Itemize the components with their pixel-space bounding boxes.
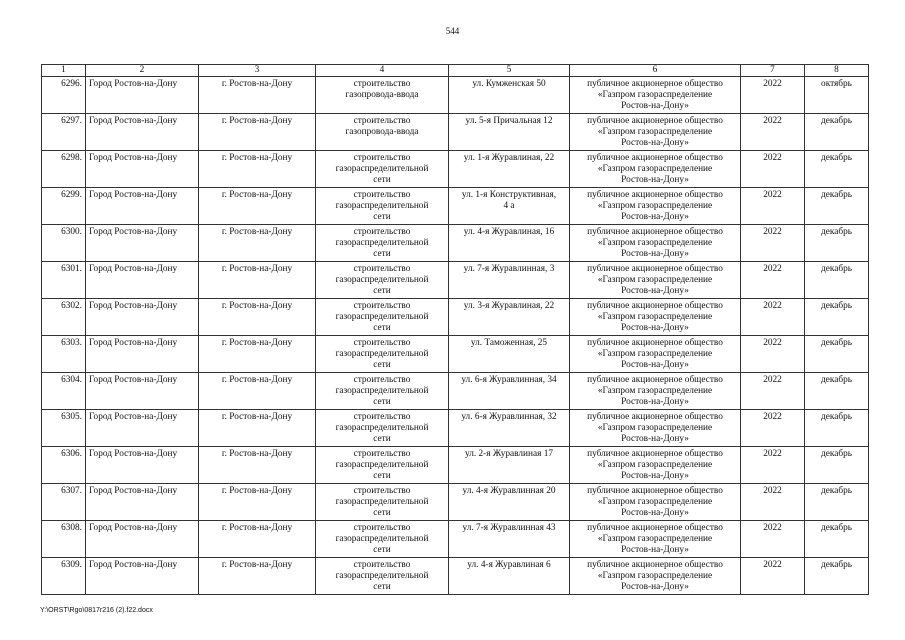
row-number-cell: 6302. <box>42 299 86 336</box>
month-cell: декабрь <box>805 410 869 447</box>
month-cell: декабрь <box>805 336 869 373</box>
year-cell: 2022 <box>741 410 805 447</box>
work-type-cell: строительство газораспределительной сети <box>316 373 449 410</box>
year-cell: 2022 <box>741 225 805 262</box>
address-cell: ул. 4-я Журавлиная 6 <box>449 558 570 595</box>
region-cell: Город Ростов-на-Дону <box>86 410 199 447</box>
column-header: 5 <box>449 65 570 77</box>
table-row <box>42 410 869 447</box>
year-cell: 2022 <box>741 373 805 410</box>
footer-file-path: Y:\ORST\Rgo\0817r216 (2).f22.docx <box>40 607 153 614</box>
column-header: 6 <box>570 65 741 77</box>
row-number-cell: 6300. <box>42 225 86 262</box>
work-type-cell: строительство газораспределительной сети <box>316 484 449 521</box>
address-cell: ул. 7-я Журавлинная, 3 <box>449 262 570 299</box>
address-cell: ул. 6-я Журавлинная, 32 <box>449 410 570 447</box>
row-number-cell: 6308. <box>42 521 86 558</box>
year-cell: 2022 <box>741 262 805 299</box>
table-row <box>42 558 869 595</box>
region-cell: Город Ростов-на-Дону <box>86 188 199 225</box>
city-cell: г. Ростов-на-Дону <box>199 521 316 558</box>
row-number-cell: 6306. <box>42 447 86 484</box>
region-cell: Город Ростов-на-Дону <box>86 151 199 188</box>
city-cell: г. Ростов-на-Дону <box>199 484 316 521</box>
work-type-cell: строительство газораспределительной сети <box>316 299 449 336</box>
city-cell: г. Ростов-на-Дону <box>199 77 316 114</box>
month-cell: декабрь <box>805 521 869 558</box>
address-cell: ул. 1-я Конструктивная, 4 а <box>449 188 570 225</box>
organization-cell: публичное акционерное общество «Газпром газораспределение Ростов-на-Дону» <box>570 114 741 151</box>
city-cell: г. Ростов-на-Дону <box>199 151 316 188</box>
table-row <box>42 484 869 521</box>
organization-cell: публичное акционерное общество «Газпром газораспределение Ростов-на-Дону» <box>570 262 741 299</box>
table-row <box>42 262 869 299</box>
month-cell: октябрь <box>805 77 869 114</box>
city-cell: г. Ростов-на-Дону <box>199 373 316 410</box>
work-type-cell: строительство газораспределительной сети <box>316 558 449 595</box>
registry-table <box>41 64 869 595</box>
region-cell: Город Ростов-на-Дону <box>86 77 199 114</box>
table-row <box>42 188 869 225</box>
month-cell: декабрь <box>805 114 869 151</box>
address-cell: ул. 3-я Журавлиная, 22 <box>449 299 570 336</box>
organization-cell: публичное акционерное общество «Газпром газораспределение Ростов-на-Дону» <box>570 336 741 373</box>
city-cell: г. Ростов-на-Дону <box>199 447 316 484</box>
table-row <box>42 447 869 484</box>
year-cell: 2022 <box>741 521 805 558</box>
table-row <box>42 299 869 336</box>
region-cell: Город Ростов-на-Дону <box>86 447 199 484</box>
year-cell: 2022 <box>741 151 805 188</box>
city-cell: г. Ростов-на-Дону <box>199 336 316 373</box>
year-cell: 2022 <box>741 299 805 336</box>
table-body <box>42 77 869 595</box>
region-cell: Город Ростов-на-Дону <box>86 225 199 262</box>
column-header: 2 <box>86 65 199 77</box>
region-cell: Город Ростов-на-Дону <box>86 373 199 410</box>
address-cell: ул. Таможенная, 25 <box>449 336 570 373</box>
work-type-cell: строительство газораспределительной сети <box>316 225 449 262</box>
work-type-cell: строительство газораспределительной сети <box>316 336 449 373</box>
work-type-cell: строительство газопровода-ввода <box>316 77 449 114</box>
month-cell: декабрь <box>805 262 869 299</box>
column-header: 1 <box>42 65 86 77</box>
organization-cell: публичное акционерное общество «Газпром газораспределение Ростов-на-Дону» <box>570 299 741 336</box>
region-cell: Город Ростов-на-Дону <box>86 299 199 336</box>
work-type-cell: строительство газораспределительной сети <box>316 151 449 188</box>
region-cell: Город Ростов-на-Дону <box>86 521 199 558</box>
row-number-cell: 6301. <box>42 262 86 299</box>
year-cell: 2022 <box>741 447 805 484</box>
organization-cell: публичное акционерное общество «Газпром газораспределение Ростов-на-Дону» <box>570 225 741 262</box>
column-header: 4 <box>316 65 449 77</box>
month-cell: декабрь <box>805 225 869 262</box>
organization-cell: публичное акционерное общество «Газпром газораспределение Ростов-на-Дону» <box>570 447 741 484</box>
table-row <box>42 151 869 188</box>
table-row <box>42 225 869 262</box>
month-cell: декабрь <box>805 484 869 521</box>
table-row <box>42 336 869 373</box>
region-cell: Город Ростов-на-Дону <box>86 262 199 299</box>
organization-cell: публичное акционерное общество «Газпром газораспределение Ростов-на-Дону» <box>570 77 741 114</box>
year-cell: 2022 <box>741 114 805 151</box>
work-type-cell: строительство газопровода-ввода <box>316 114 449 151</box>
organization-cell: публичное акционерное общество «Газпром газораспределение Ростов-на-Дону» <box>570 373 741 410</box>
city-cell: г. Ростов-на-Дону <box>199 262 316 299</box>
month-cell: декабрь <box>805 188 869 225</box>
city-cell: г. Ростов-на-Дону <box>199 114 316 151</box>
city-cell: г. Ростов-на-Дону <box>199 558 316 595</box>
work-type-cell: строительство газораспределительной сети <box>316 521 449 558</box>
row-number-cell: 6303. <box>42 336 86 373</box>
month-cell: декабрь <box>805 447 869 484</box>
address-cell: ул. 2-я Журавлиная 17 <box>449 447 570 484</box>
row-number-cell: 6299. <box>42 188 86 225</box>
row-number-cell: 6296. <box>42 77 86 114</box>
address-cell: ул. Кумженская 50 <box>449 77 570 114</box>
address-cell: ул. 4-я Журавлинная 20 <box>449 484 570 521</box>
row-number-cell: 6309. <box>42 558 86 595</box>
address-cell: ул. 5-я Причальная 12 <box>449 114 570 151</box>
region-cell: Город Ростов-на-Дону <box>86 114 199 151</box>
work-type-cell: строительство газораспределительной сети <box>316 262 449 299</box>
organization-cell: публичное акционерное общество «Газпром газораспределение Ростов-на-Дону» <box>570 558 741 595</box>
column-number-row <box>42 65 869 77</box>
city-cell: г. Ростов-на-Дону <box>199 225 316 262</box>
column-header: 7 <box>741 65 805 77</box>
work-type-cell: строительство газораспределительной сети <box>316 447 449 484</box>
city-cell: г. Ростов-на-Дону <box>199 410 316 447</box>
year-cell: 2022 <box>741 484 805 521</box>
address-cell: ул. 4-я Журавлиная, 16 <box>449 225 570 262</box>
region-cell: Город Ростов-на-Дону <box>86 336 199 373</box>
row-number-cell: 6304. <box>42 373 86 410</box>
row-number-cell: 6297. <box>42 114 86 151</box>
region-cell: Город Ростов-на-Дону <box>86 558 199 595</box>
organization-cell: публичное акционерное общество «Газпром газораспределение Ростов-на-Дону» <box>570 151 741 188</box>
month-cell: декабрь <box>805 299 869 336</box>
year-cell: 2022 <box>741 77 805 114</box>
work-type-cell: строительство газораспределительной сети <box>316 410 449 447</box>
month-cell: декабрь <box>805 151 869 188</box>
column-header: 8 <box>805 65 869 77</box>
year-cell: 2022 <box>741 188 805 225</box>
address-cell: ул. 6-я Журавлинная, 34 <box>449 373 570 410</box>
address-cell: ул. 7-я Журавлинная 43 <box>449 521 570 558</box>
year-cell: 2022 <box>741 336 805 373</box>
year-cell: 2022 <box>741 558 805 595</box>
row-number-cell: 6298. <box>42 151 86 188</box>
table-row <box>42 521 869 558</box>
month-cell: декабрь <box>805 558 869 595</box>
table-row <box>42 373 869 410</box>
month-cell: декабрь <box>805 373 869 410</box>
organization-cell: публичное акционерное общество «Газпром газораспределение Ростов-на-Дону» <box>570 188 741 225</box>
row-number-cell: 6305. <box>42 410 86 447</box>
region-cell: Город Ростов-на-Дону <box>86 484 199 521</box>
column-header: 3 <box>199 65 316 77</box>
address-cell: ул. 1-я Журавлиная, 22 <box>449 151 570 188</box>
city-cell: г. Ростов-на-Дону <box>199 188 316 225</box>
table-row <box>42 77 869 114</box>
row-number-cell: 6307. <box>42 484 86 521</box>
work-type-cell: строительство газораспределительной сети <box>316 188 449 225</box>
table-row <box>42 114 869 151</box>
organization-cell: публичное акционерное общество «Газпром газораспределение Ростов-на-Дону» <box>570 484 741 521</box>
page-number: 544 <box>445 26 460 36</box>
city-cell: г. Ростов-на-Дону <box>199 299 316 336</box>
organization-cell: публичное акционерное общество «Газпром газораспределение Ростов-на-Дону» <box>570 410 741 447</box>
organization-cell: публичное акционерное общество «Газпром газораспределение Ростов-на-Дону» <box>570 521 741 558</box>
